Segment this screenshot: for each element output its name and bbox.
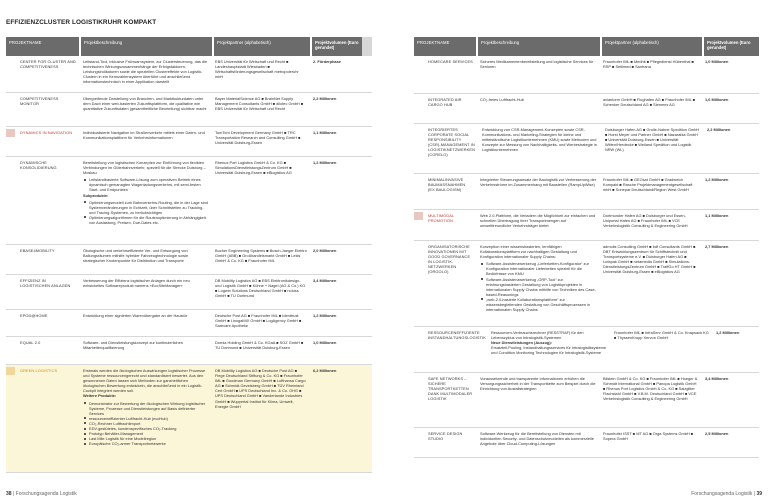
table-row [6, 56, 372, 93]
project-name: MULTIMODAL PROMOTION [414, 210, 476, 240]
list-item: Last Mile Logistik für eine Modellregion [83, 436, 209, 441]
project-partners: Rhenus Port Logistics GmbH & Co. KG ■ SimulationsDienstleistungsZentrum GmbH ■ Universität Duisburg-Essen ■ eBlogistics AG [215, 160, 292, 176]
project-volume: 2,2 Millionen [313, 96, 337, 101]
project-volume: 2,5 Millionen [705, 431, 729, 436]
project-volume: 1,1 Millionen [705, 213, 729, 218]
project-desc: CO₂-freies Luftfracht-Hub [480, 97, 524, 102]
project-name: EPOD@HOME [20, 313, 48, 318]
project-desc: Entwicklung von CSR-Management-Konzepten sowie CSR-Kommunikations- und Marketing-Strategien für kleine und mittelständische Logistikunternehmen (KMU) sowie Methoden und Konzepte zur Messung von Nachhaltigkeits- und Werbestrategie in Logistikunternehmen [481, 127, 597, 153]
project-desc: Software- und Dienstleistungskonzept zur kontinuierlichen Mitarbeiterqualifizierung [83, 340, 183, 351]
table-row [6, 365, 372, 473]
project-desc: Entwicklung einer signierten Warenübergabe an der Haustür [83, 313, 188, 318]
project-name: EQUAL 2.0 [20, 340, 41, 345]
project-name: CENTER FOR CLUSTER AND COMPETITIVENESS [20, 59, 76, 70]
project-partners: Dortmunder Hafen AG ■ Duisburger und Essen-Uniportal Hafen AG ■ Fraunhofer IML ■ VCE Verkehrslogistik Consulting & Engineering GmbH [603, 213, 688, 229]
project-partners: DB Mobility Logistics AG ■ Deutsche Post AG ■ Fiege Deutschland Stiftung & Co. KG ■ Fraunhofer IML ■ Goodman Germany GmbH ■ Lufthansa Cargo AG ■ Schmidt-Gevelsberg GmbH ■ TÜV Rheinland Cert GmbH ■ UPS Deutschland Inc. & Co. OHG ■ UPS Deutschland GmbH ■ Vanderlande Industries GmbH ■ Wuppertal Institut für Klima, Umwelt, Energie GmbH [215, 368, 306, 409]
project-volume: 3,4 Millionen [313, 278, 337, 283]
table-header [6, 37, 372, 56]
list-item: Optimierungsalgorithmen für die Routenoptimierung in Abhängigkeit von Auslastung, Preisen, Due-Dates etc. [83, 215, 209, 225]
project-name: DYNAMISCHE KONSOLIDIERUNG [20, 160, 57, 171]
table-row [414, 124, 759, 174]
project-volume: 1,2 Millionen [716, 330, 740, 335]
project-name: ORGANISATORISCHE INNOVATIONEN MIT GOOD GOVERNANCE IN LOGISTIK-NETZWERKEN (ORGOLO) [428, 244, 471, 275]
list-item: EDV-gestütztes, kundenspezifisches CO₂-Tracking [83, 426, 209, 431]
footer-text: Forschungsagenda Logistik [691, 491, 753, 497]
list-item: CO₂-Rechner Luftfrachtimport [83, 421, 209, 426]
sub-title: Weitere Produkte: [83, 393, 117, 399]
project-desc-block [476, 241, 600, 326]
table-row [414, 373, 759, 428]
list-item: Software-Assistenzwerkzeug „Lieferketten-Konfigurator“ zur Konfiguration internationaler Lieferketten speziell für die Bedürfnisse von KMU [480, 261, 597, 276]
project-volume: 1,2 Millionen [313, 313, 337, 318]
project-volume: 1,1 Millionen [313, 130, 337, 135]
project-partners: TomTom Development Germany GmbH ■ TRC Transportation Research and Consulting GmbH ■ Universität Duisburg-Essen [215, 130, 301, 146]
project-name: EFFIZIENZ IN LOGISTISCHEN ANLAGEN [20, 278, 71, 289]
project-name: RESSOURCENEFFIZIENTE INSTANDHALTUNGSLOGISTIK [428, 330, 486, 341]
project-volume: 1,2 Millionen [313, 160, 337, 165]
header-volume: Projektvolumen (Euro gerundet) [702, 37, 759, 56]
project-name: INTEGRIERTES CORPORATE SOCIAL RESPONSIBILITY (CSR)-MANAGEMENT IN LOGISTIKNETZWERKEN (CORELO) [428, 127, 475, 158]
project-partners: Fraunhofer IML ■ Medhit ■ Pflegedienst Hübenthal ■ RSP ■ Setlimed ■ Santrana [603, 59, 694, 70]
project-desc: Software-Werkzeug für die Bereitstellung von Diensten mit individuellen Security- und Datenschutzmodellen als kommerzielle Angebote über Cloud-Computing-Lösungen [480, 431, 594, 447]
project-partners: Bucher Engineering Systems ■ Busch-Jaeger Elektro GmbH (ABB) ■ Großhandelsmarkt GmbH ■ Lekis GmbH & Co. KG ■ Fraunhofer IML [215, 248, 307, 264]
project-name: SAFE NETWORKS – SICHERE TRANSPORTKETTEN DANK MULTIMODALER LOGISTIK [428, 376, 473, 402]
project-desc: Sicheres Medikamentenbereitstellung und logistische Services für Senioren [480, 59, 594, 70]
project-desc: Web 2.0-Plattform, die Verladern die Möglichkeit zur einfachen und schnellen Übertragung ihrer Transportmengen auf umweltfreundliche Verkehrsträger bietet [480, 213, 596, 229]
project-desc: Verbesserung der Effizienz logistischer Anlagen durch ein neu entwickeltes Softwareprodukt namens «EcoSiteManager» [83, 278, 190, 289]
project-volume: 2,7 Millionen [705, 244, 729, 249]
project-partners: admolis Consulting GmbH ■ bdf Consultants GmbH ■ DBT Entwicklungszentrum für Schiffstechnik und Transportsysteme e.V. ■ Duisburger Hafen AG ■ Lufapak GmbH ■ netamedia GmbH ■ Simulations-DienstleistungsZentrum GmbH ■ TraffGo HT GmbH ■ Universität Duisburg-Essen ■ eBlogistics AG [603, 244, 696, 275]
table-row [6, 310, 372, 337]
project-name: HOMECARE SERVICES [428, 59, 473, 64]
table-row [6, 275, 372, 310]
project-volume: 3,4 Millionen [705, 376, 729, 381]
header-name: PROJEKTNAME [414, 37, 476, 56]
project-name: MINIMALINVASIVE BAUMASSNAHMEN (EX BAULOGISM) [428, 177, 466, 193]
table-row [414, 327, 759, 373]
list-item: Demonstrator zur Bewertung der ökologischen Wirkung logistischer Systeme, Prozesse und Dienstleistungen auf Basis definierter Services [83, 401, 209, 416]
project-name: DYNAMICS IN NAVIGATION [6, 127, 79, 156]
project-name: GREEN LOGISTICS [6, 365, 79, 472]
list-item: Optimierungsmodell zum Bahnverkehrs-Routing, die in der Lage sind Systemveränderungen in Echtzeit, über Schnittstellen zu Tracking- und Tracing-Systemen, zu berücksichtigen [83, 200, 209, 215]
project-volume: 1,0 Millionen [313, 340, 337, 345]
page-number: 39 [756, 491, 762, 497]
project-desc: Individualisierte Navigation im Straßenverkehr mittels einer Daten- und Kommunikationsplattform für Verkehrsinformationen [83, 130, 205, 141]
project-partners: Duisburger Hafen AG ■ Grolle-Nahne Spedition GmbH ■ Horst Meyer und Partner GmbH ■ Nazarabia GmbH ■ Universität Duisburg-Essen ■ Universität Witten/Herdecke ■ Weiland Spedition und Logistik NRW (WL) [604, 127, 700, 153]
table-row [414, 210, 759, 241]
project-desc: Konzeption einer wissensbasierten, lernfähigen Kollaborationsplattform zur nachhaltigen Gestaltung und Konfiguration internationaler Supply Chains: [480, 244, 577, 260]
table-row [414, 428, 759, 458]
header-desc: Projektbeschreibung [79, 37, 212, 56]
project-name: INTEGRATED AIR CARGO HUB [428, 97, 462, 108]
list-item: ressourceneffizienter Luftfracht-Hub (ecoHub) [83, 416, 209, 421]
list-item: Software-Assistenzwerkzeug „GRP-Tool“ zur erfahrungsbasierten Gestaltung von Logistikprojekten in internationalen Supply Chains mithilfe von Techniken des Case-based-Reasonings [480, 277, 597, 297]
list-item: Europäische CO₂-armer Transportnetzwerke [83, 441, 209, 446]
footer-left: 38 | Forschungsagenda Logistik [6, 491, 77, 497]
project-volume: 1,6 Millionen [705, 97, 729, 102]
project-desc: Leitstand-Tool, inklusive Frühwarnsystem, zur Clustersteuerung, das die technischen Wirkungszusammenhänge der Erfolgsfaktoren, Leistungsindikatoren sowie die speziellen Clustereffekte von Logistik-Clustern in ein Kennzahlensystem überführt und anschließend informationstechnisch in einer Applikation darstellt [83, 59, 208, 85]
project-volume: 1,0 Millionen [705, 59, 729, 64]
header-partners: Projektpartner (alphabetisch) [600, 37, 702, 56]
project-partners: DB Mobility Logistics AG ■ EBS Elektronikdesign- und Logistik GmbH ■ Kühne + Nagel (AG & Co.) KG ■ Logwin Solutions Deutschland GmbH ■ noluss GmbH ■ TU Dortmund [215, 278, 306, 299]
bullet-list [83, 401, 209, 447]
header-name: PROJEKTNAME [6, 37, 79, 56]
sub-title: Neue Dienstleistungen (Auszug): [491, 340, 552, 346]
bullet-list [83, 177, 209, 192]
project-volume: 6,2 Millionen [313, 368, 337, 373]
header-desc: Projektbeschreibung [476, 37, 600, 56]
project-name: COMPETITIVENESS MONITOR [20, 96, 59, 107]
table-row [6, 157, 372, 245]
project-partners: Deutsche Post AG ■ Fraunhofer IML ■ Identtrust GmbH ■ LinogaMIX GmbH ■ LogAgency GmbH ■ Sarecare Apotheke [215, 313, 302, 329]
table-row [6, 337, 372, 365]
project-volume: 2. Förderphase [313, 59, 341, 64]
project-name: EBASE4MOBILITY [20, 248, 55, 253]
table-row [6, 245, 372, 275]
page-number: 38 [6, 491, 12, 497]
project-table-right [414, 37, 759, 458]
project-volume: 2,0 Millionen [313, 248, 337, 253]
project-desc-block [487, 327, 611, 372]
list-item: Prototyp Behälter-Management [83, 431, 209, 436]
table-row [414, 94, 759, 124]
project-desc-block [79, 157, 212, 244]
table-row [414, 174, 759, 210]
project-name: SERVICE DESIGN STUDIO [428, 431, 463, 442]
footer-text: Forschungsagenda Logistik [15, 491, 77, 497]
table-header [414, 37, 759, 56]
table-row [6, 127, 372, 157]
project-desc: Integrierter Steuerungsansatz der Baulogistik zur Verbesserung der Verkehrsströme im Zusammenhang mit Baustellen (RampUpWise) [480, 177, 597, 188]
project-desc: Ökologische und verkehrseffiziente Ver- und Entsorgung von Ballungsräumen mithilfe hybrider Fahrzeugtechnologie sowie strategischer Knotenpunkte für Distribution und Transporte [83, 248, 189, 264]
project-partners: EBS Universität für Wirtschaft und Recht ■ Landeshauptstadt Wiesbaden ■ Wirtschaftsförderungsgesellschaft metropoleruhr mbH [215, 59, 299, 80]
table-row [6, 93, 372, 127]
project-partners: Fraunhofer IML ■ GEOsat GmbH ■ Gradweich Kompakt ■ Rasche Projektmanagementgesellschaft mbH ■ Sonepar Deutschland/Region West GmbH [603, 177, 693, 193]
bullet-list [480, 261, 597, 312]
header-partners: Projektpartner (alphabetisch) [212, 37, 310, 56]
project-partners: Fraunhofer ISST ■ MT AG ■ Orga Systems GmbH ■ Sopera GmbH [603, 431, 694, 442]
project-partners: Dornia Holding GmbH & Co. KGaA ■ SGZ GmbH ■ TU Dortmund ■ Universität Duisburg-Essen [215, 340, 304, 351]
project-desc: Voraussetzende und transparente Informationen erhöhen die Versorgungssicherheit in der Transportkette zum Beispiel durch die Einrichtung von Ausfallstrategien [480, 376, 596, 392]
table-row [414, 56, 759, 94]
footer-right: Forschungsagenda Logistik | 39 [691, 491, 762, 497]
project-table-left [6, 37, 372, 473]
header-volume: Projektvolumen (Euro gerundet) [310, 37, 362, 56]
project-desc: Übergreifende Darstellung von Branchen- und Marktkukturdaten unter dem Dach einer web-basierten Zukunftsplattform, die qualitative wie quantitative Zukunftsdaten (gesamtheitliche Beurteilung) sichtbar macht [83, 96, 207, 112]
project-partners: Fraunhofer IML ■ InfraServ GmbH & Co. Knapsack KG ■ ThyssenKrupp Xervon GmbH [614, 330, 709, 341]
project-volume: 1,2 Millionen [705, 177, 729, 182]
list-item: „web-2.0-basierte Kollaborationsplattform“ zur wissensbegleitenden Gestaltung von Geschäftsprozessen in internationalen Supply Chains [480, 297, 597, 312]
project-extra: Ersatzteil-Pooling, Instandhaltungsservices für Intralogistiksysteme und Condition Monitoring Technologien für Intralogistik-Systeme [491, 345, 607, 356]
project-partners: Bilstein GmbH & Co. KG ■ Fraunhofer IML ■ Hoeger & Schmidt International GmbH ■ Panopa Logistik GmbH ■ Rhenus Port Logistics GmbH & Co. KG ■ Salzgitter Flachstahl GmbH ■ V.B.M. Deutschland GmbH ■ VCE Verkehrslogistik Consulting & Engineering GmbH [603, 376, 698, 402]
sub-title: Subprodukte: [83, 192, 109, 198]
project-volume: 2,2 Millionen [706, 127, 731, 132]
list-item: Leitstandbasierte Software-Lösung zum operativen Betrieb eines dynamisch gemanagten Wagenladungsverkehrs, mit semi-festen Start- und Endpunkten [83, 177, 209, 192]
page-title: EFFIZIENZCLUSTER LOGISTIKRUHR KOMPAKT [6, 19, 157, 26]
bullet-list [83, 200, 209, 225]
project-partners: Bayer MaterialScience AG ■ BrainNet Supply Management Consultants GmbH ■ dilotec GmbH ■ EBS Universität für Wirtschaft und Recht [215, 96, 304, 112]
project-desc: Erstmals werden die ökologischen Auswirkungen logistischer Prozesse und Systeme ressourcengerecht und standardisiert bewertet. Aus den gewonnenen Daten lassen sich Methoden zur ganzheitlichen ökologischen Bewertung entwickeln, die anschließend in ein Logistik-Cockpit integriert werden soll. [83, 368, 206, 394]
project-partners: aviantorm GmbH ■ Flughafen AG ■ Fraunhofer IML ■ Schenker Deutschland AG ■ Siemens AG [603, 97, 696, 108]
project-desc-block [79, 365, 212, 472]
project-desc: Ressourcen-Verbrauchsrechner (RESSTRAF) für den Lebenszyklus von Intralogistik-Systemen [491, 330, 584, 341]
table-row [414, 241, 759, 327]
project-desc: Bereitstellung von logistischen Konzepten zur Einführung von flexiblen Verbindungen im Güterbahnverkehr, speziell für die Strecke Duisburg – Moskau [83, 160, 206, 176]
